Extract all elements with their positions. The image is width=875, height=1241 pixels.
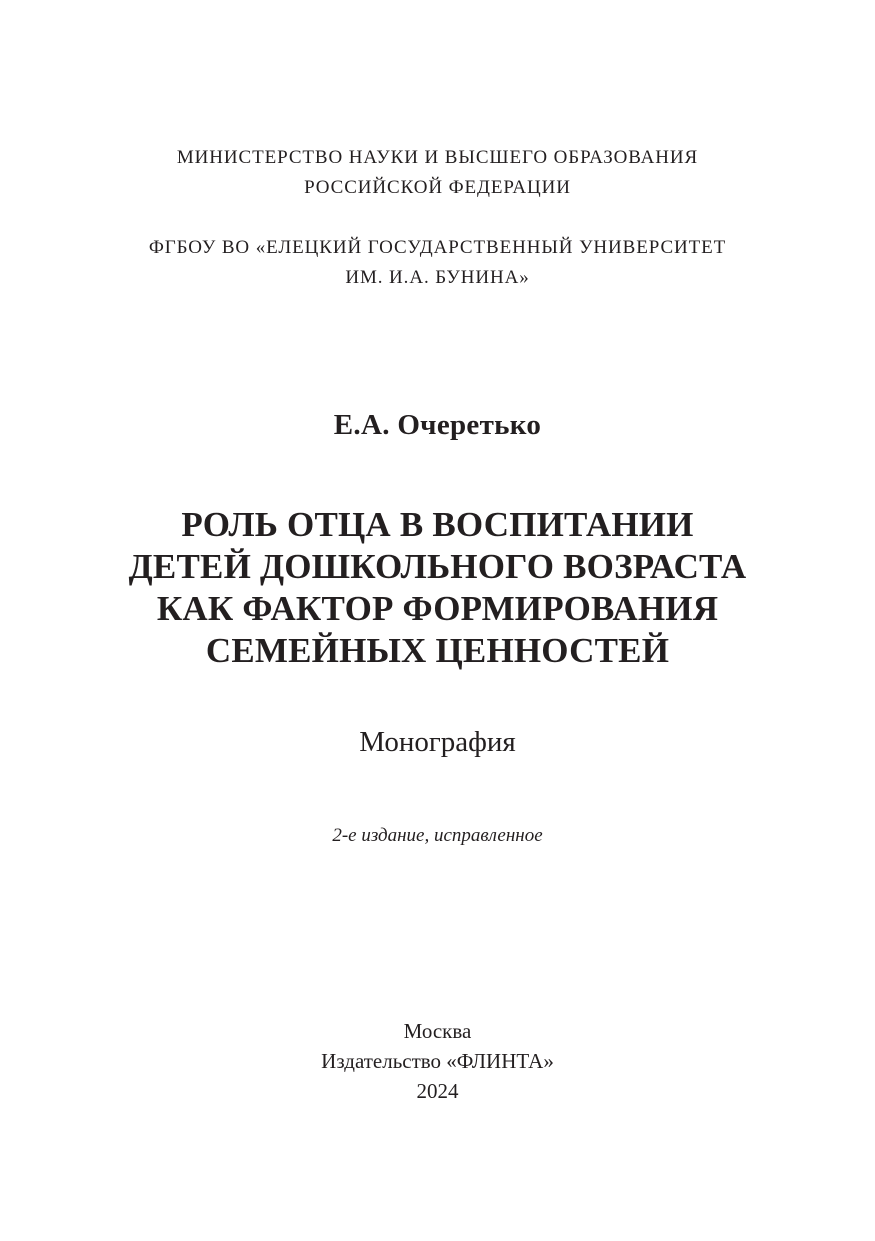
book-title-line-3: КАК ФАКТОР ФОРМИРОВАНИЯ (156, 589, 719, 628)
book-title-line-1: РОЛЬ ОТЦА В ВОСПИТАНИИ (181, 505, 694, 544)
book-title-line-2: ДЕТЕЙ ДОШКОЛЬНОГО ВОЗРАСТА (128, 547, 747, 586)
imprint-year: 2024 (416, 1079, 459, 1103)
imprint-publisher: Издательство «ФЛИНТА» (321, 1049, 554, 1073)
book-title-line-4: СЕМЕЙНЫХ ЦЕННОСТЕЙ (205, 631, 670, 670)
author-name: Е.А. Очеретько (333, 409, 542, 441)
ministry-line-1: МИНИСТЕРСТВО НАУКИ И ВЫСШЕГО ОБРАЗОВАНИЯ (176, 147, 699, 168)
imprint-city: Москва (403, 1019, 472, 1043)
ministry-line-2: РОССИЙСКОЙ ФЕДЕРАЦИИ (304, 177, 571, 198)
book-subtitle: Монография (359, 726, 516, 758)
university-line-2: ИМ. И.А. БУНИНА» (345, 267, 530, 288)
university-line-1: ФГБОУ ВО «ЕЛЕЦКИЙ ГОСУДАРСТВЕННЫЙ УНИВЕРСИТЕТ (148, 237, 727, 258)
edition-note: 2-е издание, исправленное (332, 825, 543, 846)
